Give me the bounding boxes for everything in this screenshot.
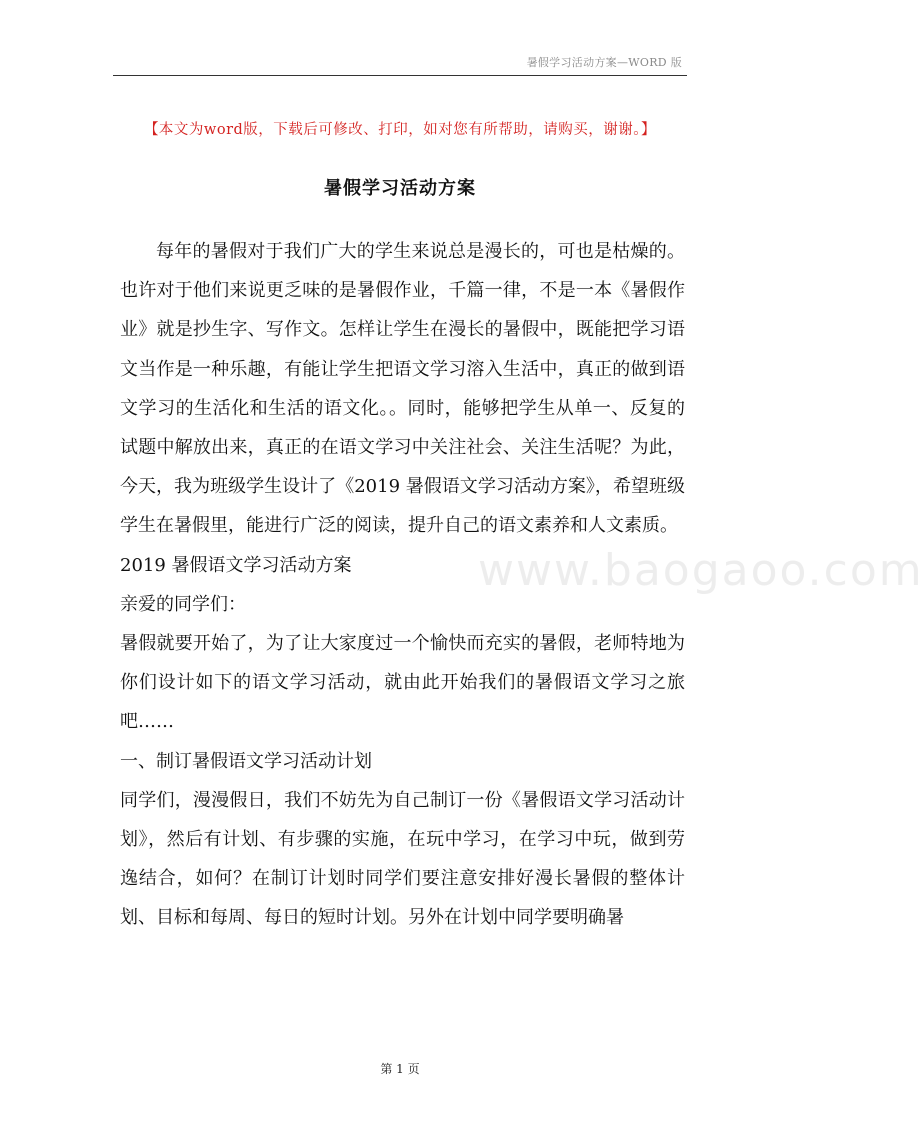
intro-paragraph: 每年的暑假对于我们广大的学生来说总是漫长的，可也是枯燥的。也许对于他们来说更乏味的是暑假作业，千篇一律，不是一本《暑假作业》就是抄生字、写作文。怎样让学生在漫长的暑假中，既能把学习语文当作是一种乐趣，有能让学生把语文学习溶入生活中，真正的做到语文学习的生活化和生活的语文化。。同时，能够把学生从单一、反复的试题中解放出来，真正的在语文学习中关注社会、关注生活呢？为此，今天，我为班级学生设计了《2019 暑假语文学习活动方案》，希望班级学生在暑假里，能进行广泛的阅读，提升自己的语文素养和人文素质。: [120, 241, 685, 537]
document-body: [120, 232, 685, 938]
document-title: 暑假学习活动方案: [324, 178, 476, 199]
plan-subtitle: 2019 暑假语文学习活动方案: [120, 554, 352, 576]
greeting: 亲爱的同学们：: [120, 593, 246, 615]
purchase-notice: 【本文为word版，下载后可修改、打印，如对您有所帮助，请购买，谢谢。】: [143, 122, 657, 138]
section-paragraph: 同学们，漫漫假日，我们不妨先为自己制订一份《暑假语文学习活动计划》，然后有计划、有步骤的实施，在玩中学习，在学习中玩，做到劳逸结合，如何？在制订计划时同学们要注意安排好漫长暑假的整体计划、目标和每周、每日的短时计划。另外在计划中同学要明确暑: [120, 789, 685, 929]
watermark: www.baogaoo.com: [478, 545, 924, 596]
opening-paragraph: 暑假就要开始了，为了让大家度过一个愉快而充实的暑假，老师特地为你们设计如下的语文学习活动，就由此开始我们的暑假语文学习之旅吧……: [120, 633, 685, 733]
section-heading: 一、制订暑假语文学习活动计划: [120, 750, 372, 772]
page-number: 第 1 页: [380, 1062, 420, 1076]
page-header: 暑假学习活动方案—WORD 版: [526, 56, 682, 69]
header-divider: [113, 75, 687, 76]
